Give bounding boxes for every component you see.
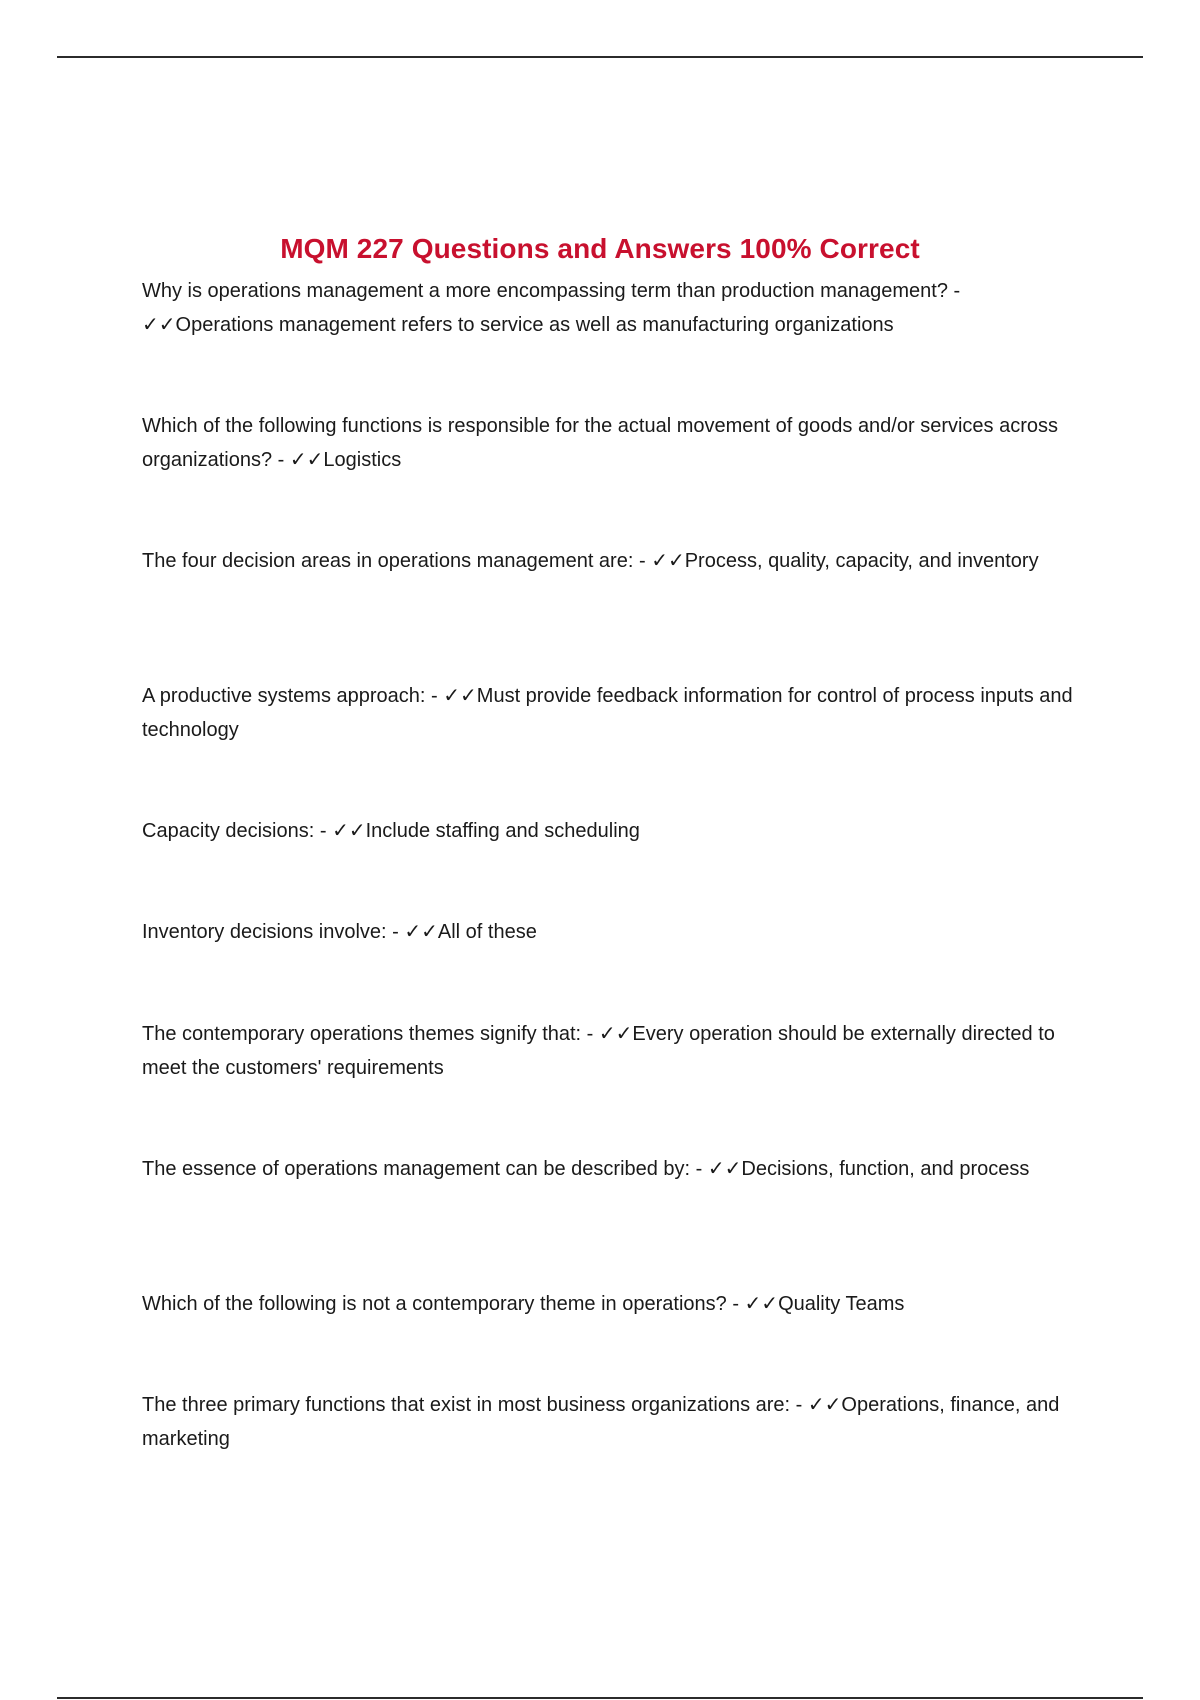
question-text: The three primary functions that exist in most business organizations are: - xyxy=(142,1394,803,1416)
answer-text: Every operation should be externally directed to meet the customers' requirements xyxy=(142,1023,1055,1079)
answer-text: Must provide feedback information for control of process inputs and technology xyxy=(142,685,1073,741)
checkmark-icon: ✓✓ xyxy=(744,1293,779,1315)
qa-item xyxy=(142,915,1082,949)
qa-item xyxy=(142,1152,1082,1186)
question-text: The essence of operations management can be described by: - xyxy=(142,1158,703,1180)
qa-item xyxy=(142,409,1082,477)
bottom-rule xyxy=(57,1697,1143,1699)
question-text: Which of the following is not a contemporary theme in operations? - xyxy=(142,1293,739,1315)
checkmark-icon: ✓✓ xyxy=(443,685,477,707)
checkmark-icon: ✓✓ xyxy=(807,1394,842,1416)
question-text: Why is operations management a more encompassing term than production management? - xyxy=(142,280,961,302)
qa-item xyxy=(142,1017,1082,1085)
qa-item xyxy=(142,1388,1082,1456)
document-title: MQM 227 Questions and Answers 100% Correct xyxy=(280,232,920,264)
qa-item xyxy=(142,544,1082,578)
answer-text: Operations, finance, and marketing xyxy=(142,1394,1060,1450)
answer-text: Decisions, function, and process xyxy=(741,1158,1030,1180)
question-text: The contemporary operations themes signify that: - xyxy=(142,1023,594,1045)
qa-item xyxy=(142,679,1082,747)
qa-item xyxy=(142,274,1082,342)
checkmark-icon: ✓✓ xyxy=(332,820,366,842)
answer-text: Operations management refers to service as well as manufacturing organizations xyxy=(175,314,894,336)
answer-text: Quality Teams xyxy=(778,1293,905,1315)
qa-item xyxy=(142,814,1082,848)
checkmark-icon: ✓✓ xyxy=(651,550,685,572)
question-text: Which of the following functions is responsible for the actual movement of goods and/or services across organizations? - xyxy=(142,415,1059,471)
question-text: A productive systems approach: - xyxy=(142,685,438,707)
question-text: Capacity decisions: - xyxy=(142,820,327,842)
question-text: Inventory decisions involve: - xyxy=(142,921,399,943)
answer-text: All of these xyxy=(437,921,537,943)
checkmark-icon: ✓✓ xyxy=(289,449,324,471)
answer-text: Logistics xyxy=(323,449,402,471)
checkmark-icon: ✓✓ xyxy=(707,1158,742,1180)
top-rule xyxy=(57,56,1143,58)
answer-text: Process, quality, capacity, and inventory xyxy=(684,550,1039,572)
qa-item xyxy=(142,1287,1082,1321)
checkmark-icon: ✓✓ xyxy=(142,314,176,336)
checkmark-icon: ✓✓ xyxy=(404,921,438,943)
checkmark-icon: ✓✓ xyxy=(598,1023,633,1045)
answer-text: Include staffing and scheduling xyxy=(365,820,640,842)
question-text: The four decision areas in operations management are: - xyxy=(142,550,646,572)
